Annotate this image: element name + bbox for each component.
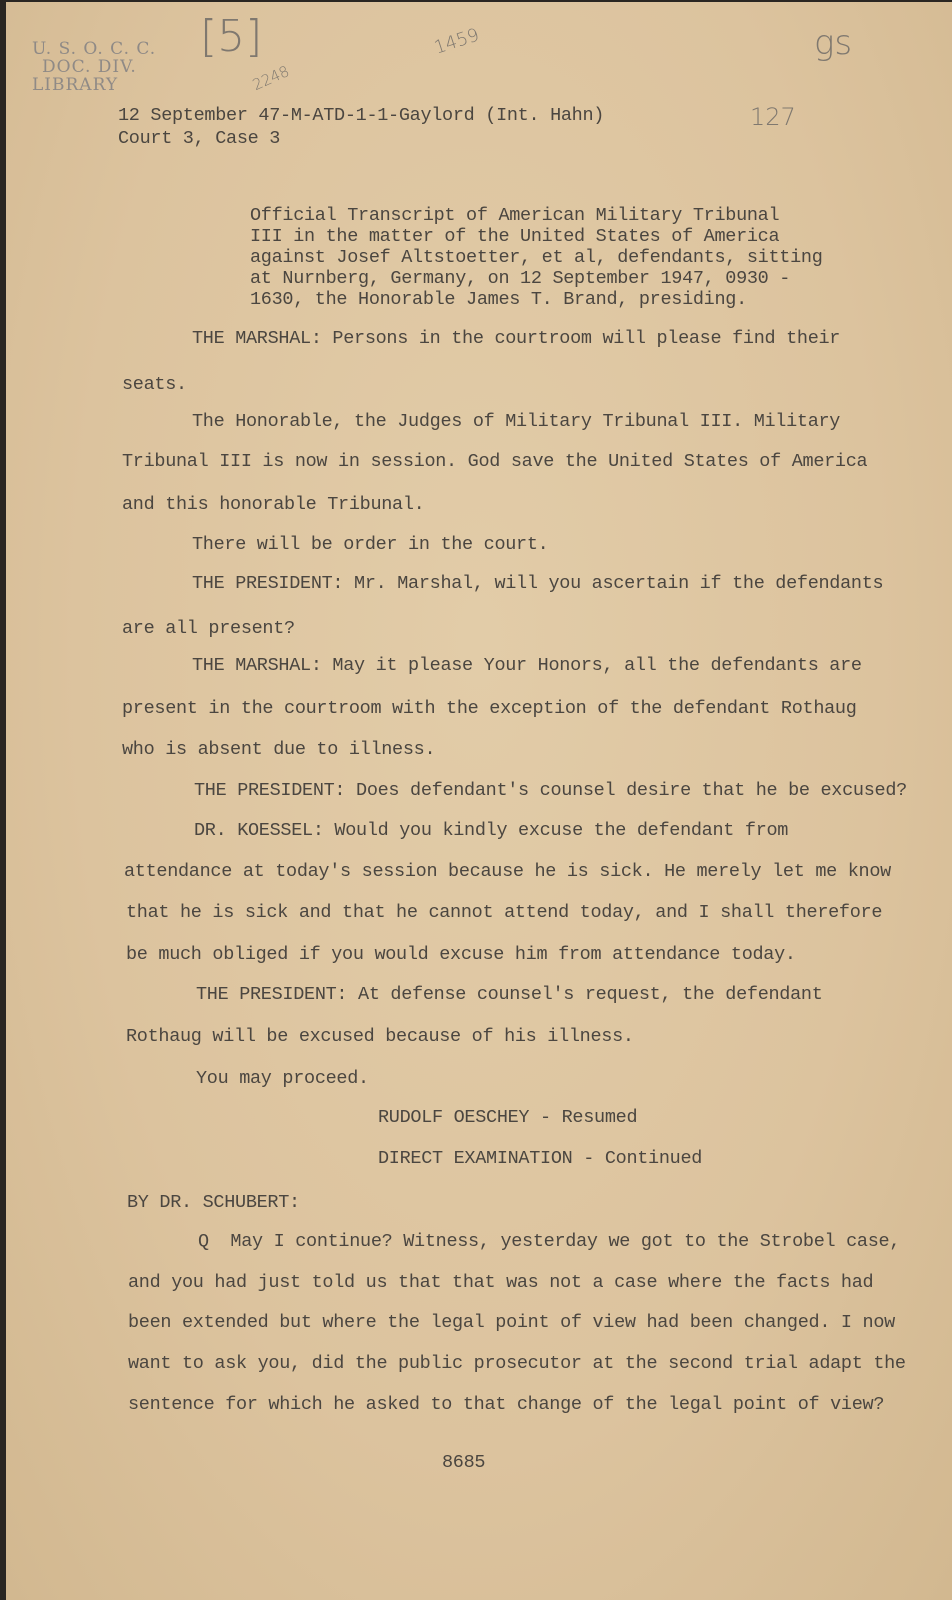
body-line: Rothaug will be excused because of his illness. [126, 1026, 634, 1047]
body-line: Tribunal III is now in session. God save the United States of America [122, 451, 868, 472]
body-line: THE PRESIDENT: At defense counsel's request, the defendant [196, 984, 823, 1005]
handwritten-initials: gs [814, 23, 853, 63]
body-line: seats. [122, 374, 187, 395]
stamp-line: LIBRARY [32, 75, 119, 95]
body-line: be much obliged if you would excuse him from attendance today. [126, 944, 796, 965]
body-line: Q May I continue? Witness, yesterday we got to the Strobel case, [198, 1231, 901, 1252]
body-line: The Honorable, the Judges of Military Tribunal III. Military [192, 411, 841, 432]
body-line: are all present? [122, 618, 295, 639]
handwritten-folio: 127 [750, 103, 796, 131]
caption-line: Official Transcript of American Military Tribunal [250, 205, 780, 226]
caption-line: III in the matter of the United States of America [250, 226, 780, 247]
body-line: THE MARSHAL: May it please Your Honors, all the defendants are [192, 655, 862, 676]
body-line: present in the courtroom with the exception of the defendant Rothaug [122, 698, 857, 719]
stamp-line: DOC. DIV. [42, 57, 137, 77]
header-line: 12 September 47-M-ATD-1-1-Gaylord (Int. Hahn) [118, 105, 605, 126]
body-line: THE MARSHAL: Persons in the courtroom will please find their [192, 328, 841, 349]
body-line: BY DR. SCHUBERT: [127, 1192, 300, 1213]
section-heading: DIRECT EXAMINATION - Continued [378, 1148, 703, 1169]
body-line: There will be order in the court. [192, 534, 549, 555]
section-heading: RUDOLF OESCHEY - Resumed [378, 1107, 638, 1128]
body-line: and this honorable Tribunal. [122, 494, 425, 515]
body-line: want to ask you, did the public prosecutor at the second trial adapt the [128, 1353, 906, 1374]
library-stamp [32, 40, 156, 94]
handwritten-number: 2248 [249, 62, 292, 95]
header-line: Court 3, Case 3 [118, 128, 281, 149]
caption-line: against Josef Altstoetter, et al, defendants, sitting [250, 247, 823, 268]
body-line: attendance at today's session because he is sick. He merely let me know [124, 861, 891, 882]
body-line: who is absent due to illness. [122, 739, 436, 760]
stamp-line: U. S. O. C. C. [32, 39, 157, 59]
body-line: DR. KOESSEL: Would you kindly excuse the defendant from [194, 820, 789, 841]
body-line: that he is sick and that he cannot attend today, and I shall therefore [126, 902, 883, 923]
body-line: sentence for which he asked to that change of the legal point of view? [128, 1394, 885, 1415]
handwritten-bracket-number: [5] [200, 11, 263, 62]
body-line: been extended but where the legal point of view had been changed. I now [128, 1312, 895, 1333]
body-line: and you had just told us that that was not a case where the facts had [128, 1272, 874, 1293]
document-page [6, 2, 952, 1600]
page-number: 8685 [442, 1452, 486, 1473]
body-line: You may proceed. [196, 1068, 369, 1089]
body-line: THE PRESIDENT: Mr. Marshal, will you ascertain if the defendants [192, 573, 884, 594]
caption-line: 1630, the Honorable James T. Brand, presiding. [250, 289, 747, 310]
handwritten-number: 1459 [431, 24, 482, 59]
caption-line: at Nurnberg, Germany, on 12 September 1947, 0930 - [250, 268, 791, 289]
body-line: THE PRESIDENT: Does defendant's counsel desire that he be excused? [194, 780, 907, 801]
